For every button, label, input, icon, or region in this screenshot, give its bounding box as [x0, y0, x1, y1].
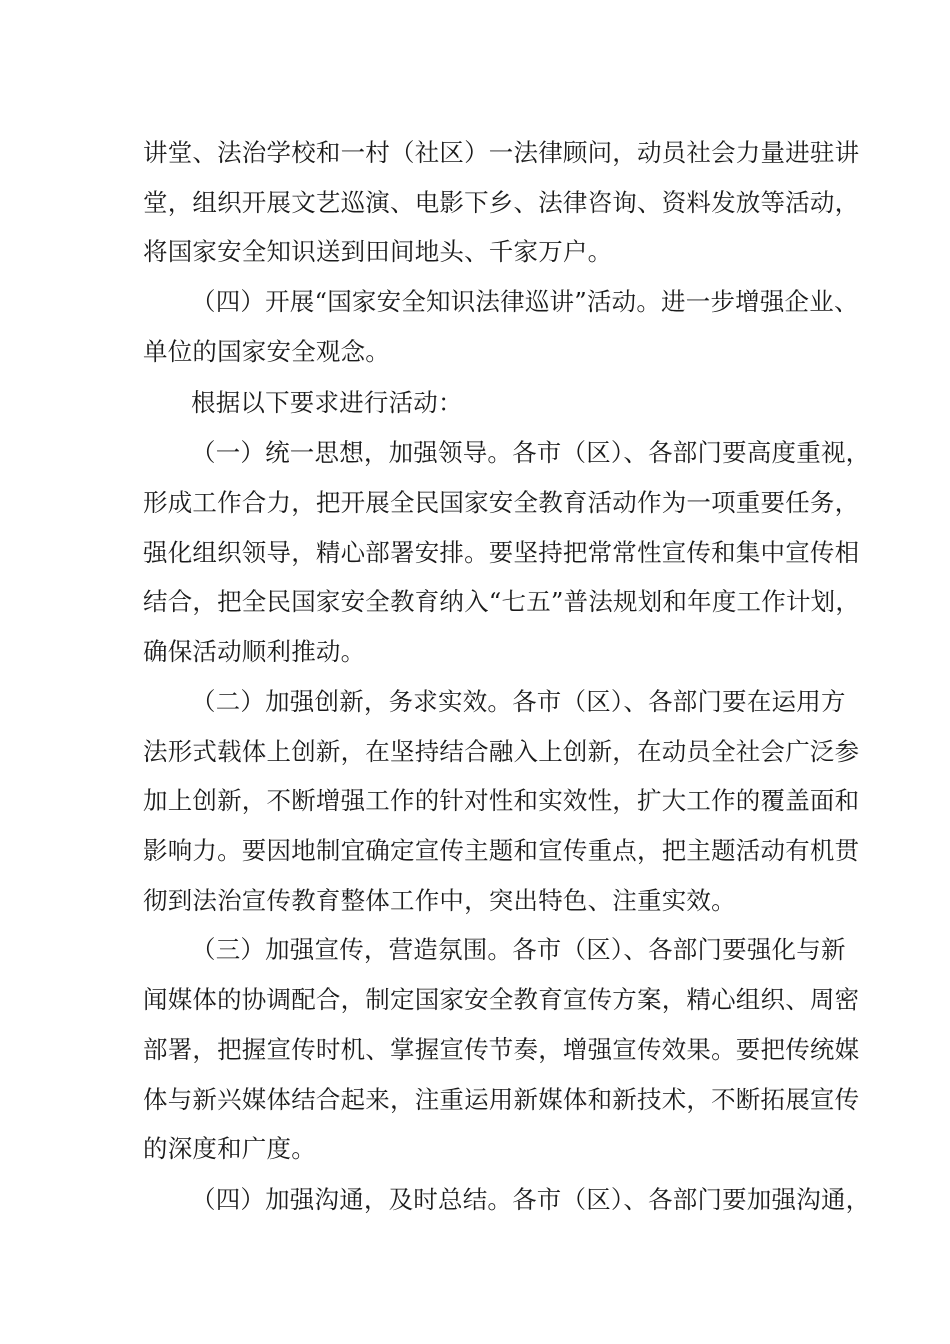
- text-line: 强化组织领导，精心部署安排。要坚持把常常性宣传和集中宣传相: [143, 538, 860, 567]
- paragraph-start-line: 根据以下要求进行活动：: [191, 388, 463, 417]
- text-line: 确保活动顺利推动。: [143, 637, 366, 666]
- text-line: 单位的国家安全观念。: [143, 337, 390, 366]
- text-line: 闻媒体的协调配合，制定国家安全教育宣传方案，精心组织、周密: [143, 985, 860, 1014]
- text-line: 部署，把握宣传时机、掌握宣传节奏，增强宣传效果。要把传统媒: [143, 1035, 860, 1064]
- paragraph-start-line: （二）加强创新，务求实效。各市（区）、各部门要在运用方: [191, 687, 846, 716]
- text-line: 结合，把全民国家安全教育纳入“七五”普法规划和年度工作计划，: [143, 587, 861, 616]
- text-line: 讲堂、法治学校和一村（社区）一法律顾问，动员社会力量进驻讲: [143, 138, 860, 167]
- text-line: 堂，组织开展文艺巡演、电影下乡、法律咨询、资料发放等活动，: [143, 188, 860, 217]
- text-line: 彻到法治宣传教育整体工作中，突出特色、注重实效。: [143, 886, 736, 915]
- paragraph-start-line: （一）统一思想，加强领导。各市（区）、各部门要高度重视，: [191, 438, 871, 467]
- text-line: 体与新兴媒体结合起来，注重运用新媒体和新技术，不断拓展宣传: [143, 1085, 860, 1114]
- text-line: 加上创新，不断增强工作的针对性和实效性，扩大工作的覆盖面和: [143, 786, 860, 815]
- paragraph-start-line: （四）加强沟通，及时总结。各市（区）、各部门要加强沟通，: [191, 1185, 871, 1214]
- paragraph-start-line: （四）开展“国家安全知识法律巡讲”活动。进一步增强企业、: [191, 287, 859, 316]
- text-line: 将国家安全知识送到田间地头、千家万户。: [143, 237, 613, 266]
- text-line: 影响力。要因地制宜确定宣传主题和宣传重点，把主题活动有机贯: [143, 836, 860, 865]
- text-line: 形成工作合力，把开展全民国家安全教育活动作为一项重要任务，: [143, 488, 860, 517]
- paragraph-start-line: （三）加强宣传，营造氛围。各市（区）、各部门要强化与新: [191, 935, 846, 964]
- text-line: 法形式载体上创新，在坚持结合融入上创新，在动员全社会广泛参: [143, 737, 860, 766]
- text-line: 的深度和广度。: [143, 1134, 316, 1163]
